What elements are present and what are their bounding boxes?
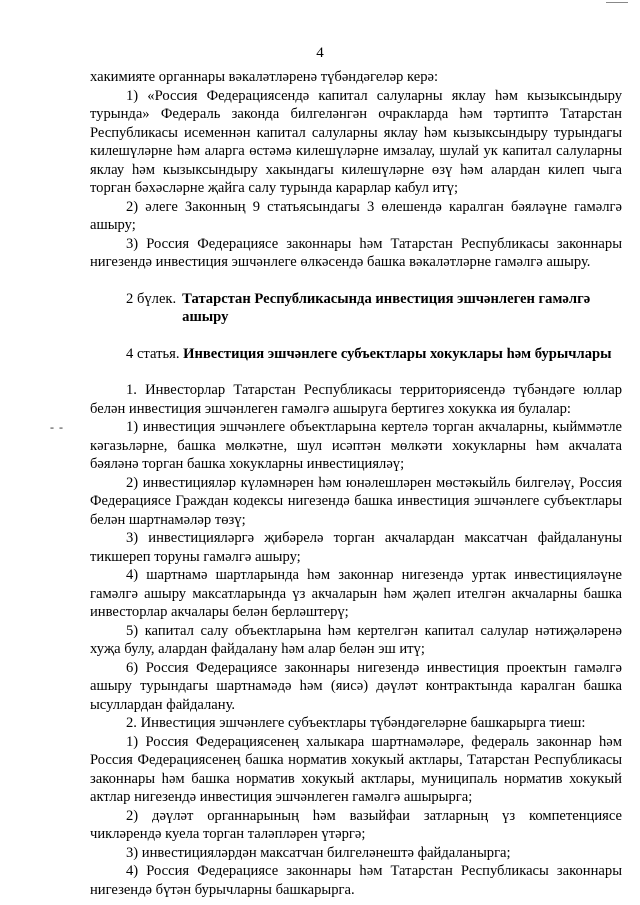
section-2-item-2: 2) дәүләт органнарының һәм вазыйфаи затларның үз компетенциясе чикләрендә куела торган таләпләрен үтәргә; xyxy=(90,807,622,842)
section-2: 2. Инвестиция эшчәнлеге субъектлары түбәндәгеләрне башкарырга тиеш: xyxy=(126,715,586,731)
list-item-3: 3) Россия Федерациясе законнары һәм Татарстан Республикасы законнары нигезендә инвестиция эшчәнлеге өлкәсендә башка вәкаләтләрне гамәлгә ашыру. xyxy=(90,235,622,270)
chapter-title: Татарстан Республикасында инвестиция эшчәнлеген гамәлгә ашыру xyxy=(182,290,591,325)
chapter-heading xyxy=(90,290,622,327)
section-1-item-6: 6) Россия Федерациясе законнары нигезендә инвестиция проектын гамәлгә ашыру турындагы шартнамәдә һәм (яисә) дәүләт контрактында каралган башка ысуллардан файдалану. xyxy=(90,659,622,713)
paragraph-intro-continuation: хакимияте органнары вәкаләтләренә түбәндәгеләр керә: xyxy=(90,69,439,85)
corner-scan-mark xyxy=(606,2,628,3)
article-label: 4 статья. xyxy=(126,345,180,362)
section-1-item-1: 1) инвестиция эшчәнлеге объектларына кертелә торган акчаларны, кыйммәтле кәгазьләрне, башка мөлкәтне, шул исәптән мөлкәти хокукларны һәм акчалата бәяләнә торган башка хокукларны инвестицияләү; xyxy=(90,419,622,472)
margin-mark: - - xyxy=(50,420,64,434)
section-1-item-4: 4) шартнамә шартларында һәм законнар нигезендә уртак инвестицияләүне гамәлгә ашыру максатларында үз акчаларын һәм җәлеп ителгән акчаларны башка инвесторлар акчалары белән берләштерү; xyxy=(90,567,622,620)
section-2-item-3: 3) инвестицияләрдән максатчан билгеләнештә файдаланырга; xyxy=(126,844,511,861)
section-2-item-4: 4) Россия Федерациясе законнары һәм Татарстан Республикасы законнары нигезендә бүтән бурычларны башкарырга. xyxy=(90,863,622,898)
page-number: 4 xyxy=(316,45,324,61)
document-body xyxy=(90,68,622,899)
chapter-label: 2 бүлек. xyxy=(126,290,177,307)
article-title: Инвестиция эшчәнлеге субъектлары хокуклары һәм бурычлары xyxy=(183,345,612,362)
section-1-item-5: 5) капитал салу объектларына һәм кертелгән капитал салулар нәтиҗәләренә хуҗа булу, алардан файдалану һәм алар белән эш итү; xyxy=(90,622,622,657)
section-1: 1. Инвесторлар Татарстан Республикасы территориясендә түбәндәге юллар белән инвестиция эшчәнлеген гамәлгә ашыруга бертигез хокукка ия булалар: xyxy=(90,382,622,417)
list-item-2: 2) әлеге Законның 9 статьясындагы 3 өлешендә каралган бәяләүне гамәлгә ашыру; xyxy=(90,198,622,233)
section-2-item-1: 1) Россия Федерациясенең халыкара шартнамәләре, федераль законнар һәм Россия Федерациясенең башка норматив хокукый актлары, Татарстан Республикасы законнары һәм башка норматив хокукый актлары, муниципаль норматив хокукый актлар нигезендә инвестиция эшчәнлеген гамәлгә ашырырга; xyxy=(90,733,622,805)
article-heading xyxy=(90,345,622,364)
section-1-item-3: 3) инвестицияләргә җибәрелә торган акчалардан максатчан файдалануны тикшереп торуны гамәлгә ашыру; xyxy=(90,530,622,565)
section-1-item-2: 2) инвестицияләр күләмнәрен һәм юнәлешләрен мөстәкыйль билгеләү, Россия Федерациясе Граждан кодексы нигезендә башка инвестиция эшчәнлеге субъектлары белән шартнамәләр төзү; xyxy=(90,474,622,528)
list-item-1: 1) «Россия Федерациясендә капитал салуларны яклау һәм кызыксындыру турында» Федераль законда билгеләнгән очракларда һәм тәртиптә Татарстан Республикасы исеменнән капитал салуларны яклау һәм кызыксындыру турындагы килешүләрне һәм аларга өстәмә килешүләрне имзалау, шулай ук капитал салуларны яклау һәм кызыксындыру хакындагы килешүләрне өзү һәм алардан килеп чыга торган бәхәсләрне җайга салу турында карарлар кабул итү; xyxy=(90,87,622,196)
